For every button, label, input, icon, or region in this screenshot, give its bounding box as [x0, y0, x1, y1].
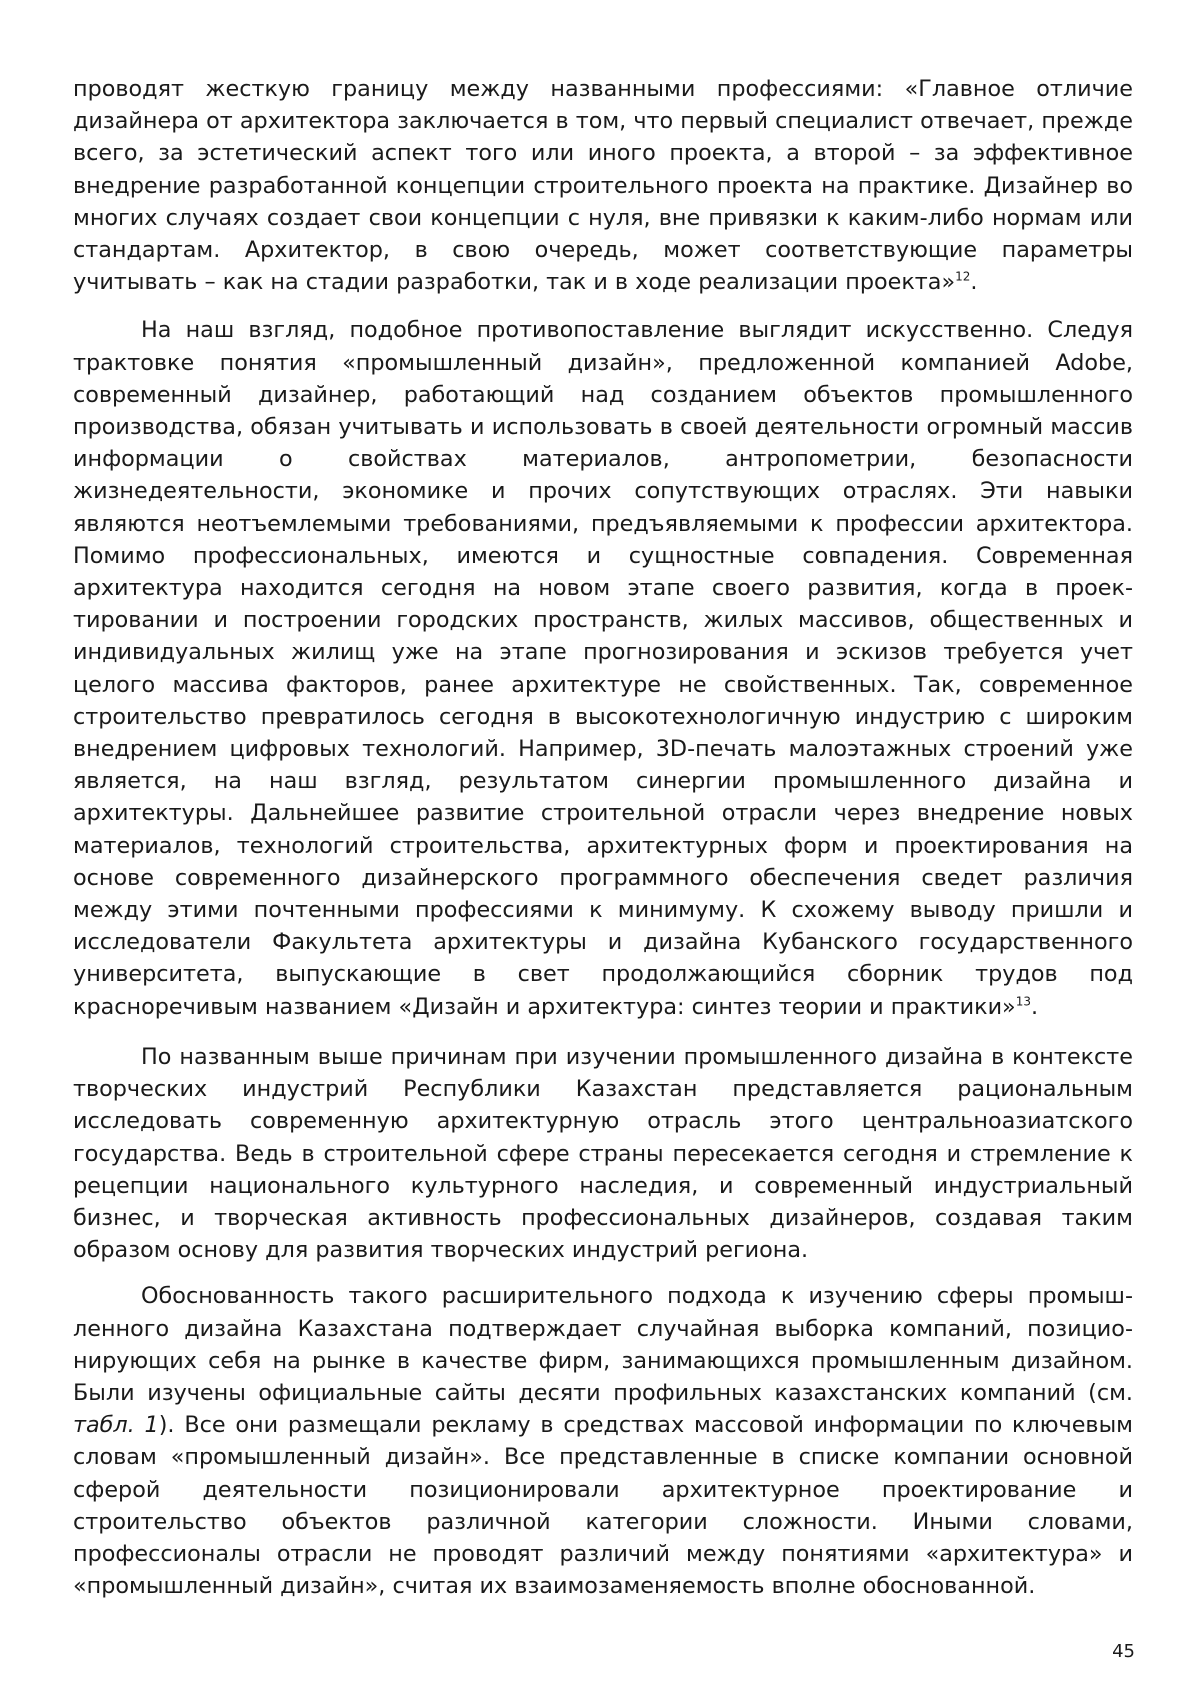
page-body	[73, 73, 1133, 1602]
paragraph-1-text: проводят жесткую границу между названными профессиями: «Главное отличие дизайнера от архитектора заключается в том, что первый специалист отвечает, прежде всего, за эстетический аспект того или иного проекта, а второй – за эффективное внедрение разработанной концепции строительного проекта на практике. Дизайнер во многих случаях создает свои концепции с нуля, вне привязки к каким-либо нормам или стандартам. Архитектор, в свою очередь, может соответствующие параметры учитывать – как на стадии разработки, так и в ходе реализации проекта»	[73, 76, 1133, 296]
paragraph-4	[73, 1280, 1133, 1602]
paragraph-4-text-after: ). Все они размещали рекламу в средствах массовой информации по ключевым словам «промышленный дизайн». Все представленные в списке компании основной сферой деятельности позиционировали архитектурное проектирование и строительство объектов различной категории сложности. Иными словами, профессионалы отрасли не проводят различий между понятиями «архитектура» и «промышленный дизайн», считая их взаимозаменяемость вполне обоснованной.	[73, 1412, 1133, 1600]
paragraph-1-end: .	[970, 269, 978, 296]
paragraph-2-text: На наш взгляд, подобное противопоставление выглядит искусственно. Следуя трактовке понятия «промышленный дизайн», предложенной компанией Adobe, современный дизайнер, работающий над созданием объектов промышленного производства, обязан учитывать и использовать в своей деятельности огромный массив информации о свойствах материалов, антропометрии, безопасности жизнедеятельности, экономике и прочих сопутствующих отраслях. Эти навыки являются неотъемлемыми требованиями, предъявляемыми к профессии архитектора. Помимо профессиональных, имеются и сущностные совпадения. Современная архитектура находится сегодня на новом этапе своего развития, когда в проектировании и построении городских пространств, жилых массивов, общественных и индивидуальных жилищ уже на этапе прогнозирования и эскизов требуется учет целого массива факторов, ранее архитектуре не свойственных. Так, современное строительство превратилось сегодня в высокотехнологичную индустрию с широким внедрением цифровых технологий. Например, 3D-печать малоэтажных строений уже является, на наш взгляд, результатом синергии промышленного дизайна и архитектуры. Дальнейшее развитие строительной отрасли через внедрение новых материалов, технологий строительства, архитектурных форм и проектирования на основе современного дизайнерского программного обеспечения сведет различия между этими почтенными профессиями к минимуму. К схожему выводу пришли и исследователи Факультета архитектуры и дизайна Кубанского государственного университета, выпускающие в свет продолжающийся сборник трудов под красноречивым названием «Дизайн и архитектура: синтез теории и практики»	[73, 317, 1133, 1020]
paragraph-2	[73, 314, 1133, 1022]
table-reference: табл. 1	[73, 1412, 159, 1439]
paragraph-3-text: По названным выше причинам при изучении промышленного дизайна в контексте творческих индустрий Республики Казахстан представляется рациональным исследовать современную архитектурную отрасль этого центральноазиатского государства. Ведь в строительной сфере страны пересекается сегодня и стремление к рецепции национального культурного наследия, и современный индустриальный бизнес, и творческая активность профессиональных дизайнеров, создавая таким образом основу для развития творческих индустрий региона.	[73, 1043, 1133, 1264]
page-number: 45	[1112, 1641, 1135, 1662]
footnote-ref-13[interactable]: 13	[1015, 994, 1031, 1009]
paragraph-2-end: .	[1030, 993, 1039, 1020]
footnote-ref-12[interactable]: 12	[955, 269, 971, 284]
paragraph-1	[73, 73, 1133, 298]
paragraph-4-text-before: Обоснованность такого расширительного подхода к изучению сферы промышленного дизайна Казахстана подтверждает случайная выборка компаний, позиционирующих себя на рынке в качестве фирм, занимающихся промышленным дизайном. Были изучены официальные сайты десяти профильных казахстанских компаний (см.	[73, 1283, 1133, 1406]
paragraph-3	[73, 1041, 1133, 1266]
